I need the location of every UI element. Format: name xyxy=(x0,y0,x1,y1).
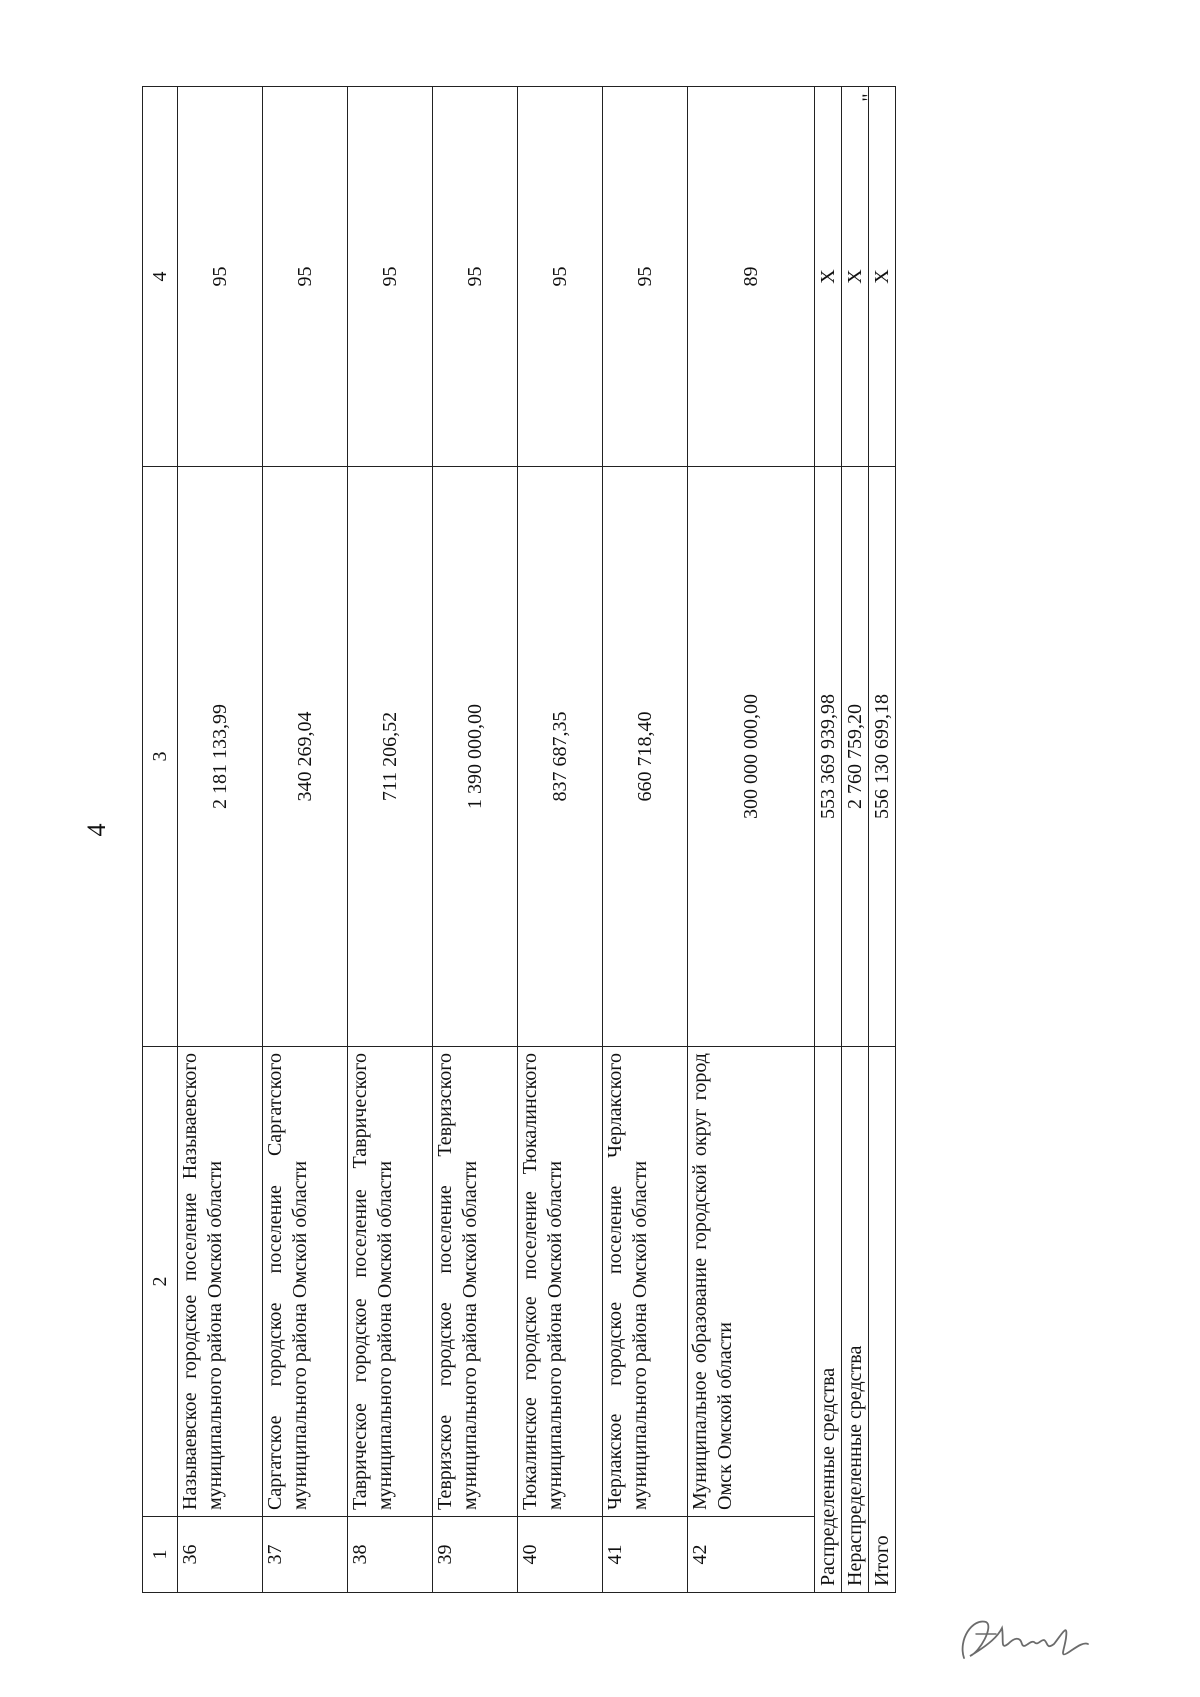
table-row xyxy=(178,87,263,1593)
summary-amount: 2 760 759,20 xyxy=(842,467,869,1047)
summary-label: Итого xyxy=(869,1047,896,1593)
percentage-value: 89 xyxy=(688,87,815,467)
table-row xyxy=(263,87,348,1593)
allocation-amount: 340 269,04 xyxy=(263,467,348,1047)
summary-row-undistributed xyxy=(842,87,869,1593)
municipality-name: Тевризское городское поселение Тевризского муниципального района Омской области xyxy=(433,1047,518,1517)
municipality-name: Называевское городское поселение Называевского муниципального района Омской области xyxy=(178,1047,263,1517)
allocation-amount: 2 181 133,99 xyxy=(178,467,263,1047)
municipality-name: Таврическое городское поселение Таврического муниципального района Омской области xyxy=(348,1047,433,1517)
table-row xyxy=(603,87,688,1593)
row-number: 38 xyxy=(348,1517,433,1593)
municipality-name: Черлакское городское поселение Черлакского муниципального района Омской области xyxy=(603,1047,688,1517)
percentage-value: 95 xyxy=(348,87,433,467)
row-number: 40 xyxy=(518,1517,603,1593)
handwritten-signature xyxy=(950,1600,1100,1670)
summary-label: Распределенные средства xyxy=(815,1047,842,1593)
allocation-amount: 660 718,40 xyxy=(603,467,688,1047)
summary-mark: X xyxy=(869,87,896,467)
percentage-value: 95 xyxy=(518,87,603,467)
allocation-table xyxy=(142,86,896,1593)
municipality-name: Муниципальное образование городской округ город Омск Омской области xyxy=(688,1047,815,1517)
column-header-2: 2 xyxy=(143,1047,178,1517)
table-row xyxy=(348,87,433,1593)
page-number: 4 xyxy=(82,823,111,837)
municipality-name: Саргатское городское поселение Саргатского муниципального района Омской области xyxy=(263,1047,348,1517)
row-number: 42 xyxy=(688,1517,815,1593)
column-header-3: 3 xyxy=(143,467,178,1047)
summary-mark: X xyxy=(842,87,869,467)
percentage-value: 95 xyxy=(433,87,518,467)
table-row xyxy=(518,87,603,1593)
allocation-amount: 837 687,35 xyxy=(518,467,603,1047)
summary-label: Нераспределенные средства xyxy=(842,1047,869,1593)
closing-quote-mark: " xyxy=(858,93,881,102)
row-number: 39 xyxy=(433,1517,518,1593)
table-row xyxy=(688,87,815,1593)
summary-mark: X xyxy=(815,87,842,467)
percentage-value: 95 xyxy=(178,87,263,467)
summary-row-total xyxy=(869,87,896,1593)
percentage-value: 95 xyxy=(603,87,688,467)
row-number: 37 xyxy=(263,1517,348,1593)
percentage-value: 95 xyxy=(263,87,348,467)
table-row xyxy=(433,87,518,1593)
summary-row-distributed xyxy=(815,87,842,1593)
allocation-amount: 1 390 000,00 xyxy=(433,467,518,1047)
municipality-name: Тюкалинское городское поселение Тюкалинского муниципального района Омской области xyxy=(518,1047,603,1517)
allocation-amount: 711 206,52 xyxy=(348,467,433,1047)
column-header-1: 1 xyxy=(143,1517,178,1593)
summary-amount: 556 130 699,18 xyxy=(869,467,896,1047)
summary-amount: 553 369 939,98 xyxy=(815,467,842,1047)
allocation-table-container xyxy=(142,87,893,1593)
allocation-amount: 300 000 000,00 xyxy=(688,467,815,1047)
table-header-row xyxy=(143,87,178,1593)
row-number: 41 xyxy=(603,1517,688,1593)
column-header-4: 4 xyxy=(143,87,178,467)
row-number: 36 xyxy=(178,1517,263,1593)
